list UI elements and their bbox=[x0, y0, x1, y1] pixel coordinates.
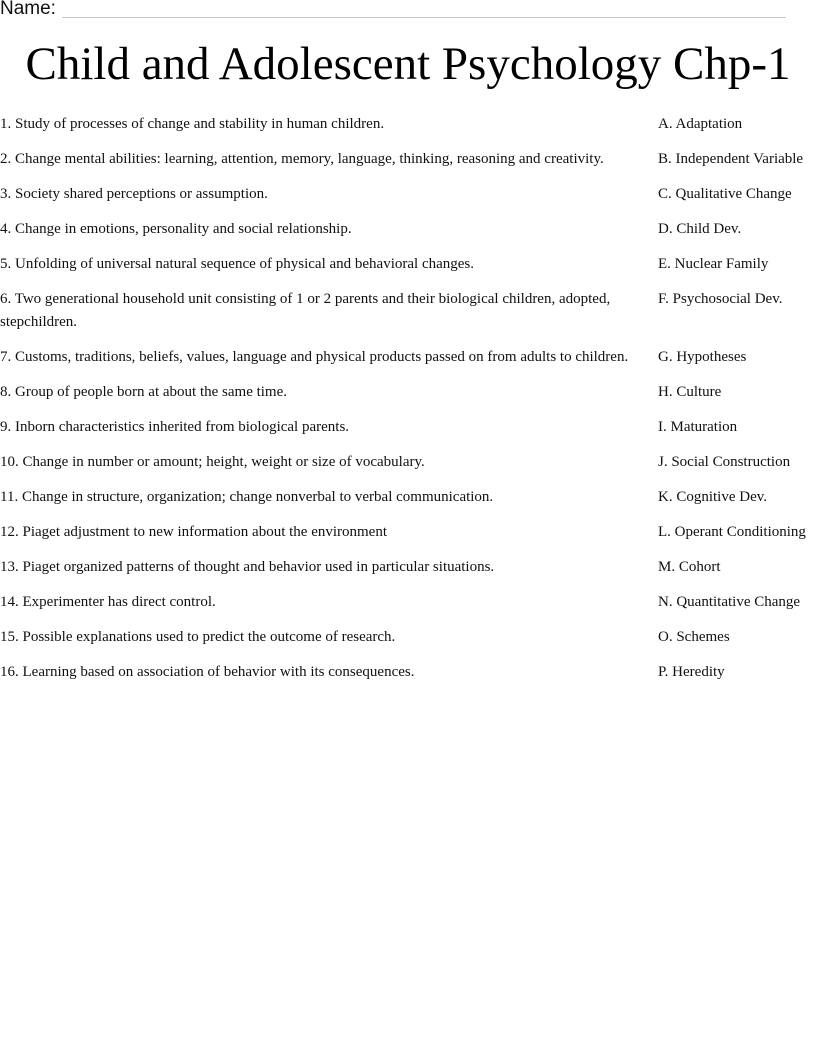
answer-d: D. Child Dev. bbox=[658, 221, 742, 237]
name-label: Name: bbox=[0, 0, 56, 19]
question-12: 12. Piaget adjustment to new information about the environment bbox=[0, 524, 388, 540]
matching-list bbox=[0, 113, 816, 696]
name-blank-line bbox=[62, 17, 786, 18]
question-7: 7. Customs, traditions, beliefs, values, language and physical products passed on from adults to children. bbox=[0, 349, 629, 365]
matching-row-13 bbox=[0, 556, 816, 579]
question-2: 2. Change mental abilities: learning, attention, memory, language, thinking, reasoning and creativity. bbox=[0, 151, 604, 167]
question-8: 8. Group of people born at about the same time. bbox=[0, 384, 288, 400]
question-1: 1. Study of processes of change and stability in human children. bbox=[0, 116, 385, 132]
answer-a: A. Adaptation bbox=[658, 116, 743, 132]
matching-row-15 bbox=[0, 626, 816, 649]
question-6: 6. Two generational household unit consisting of 1 or 2 parents and their biological children, adopted, stepchildren. bbox=[0, 291, 611, 330]
question-13: 13. Piaget organized patterns of thought and behavior used in particular situations. bbox=[0, 559, 495, 575]
answer-o: O. Schemes bbox=[658, 629, 730, 645]
matching-row-14 bbox=[0, 591, 816, 614]
question-15: 15. Possible explanations used to predict the outcome of research. bbox=[0, 629, 396, 645]
matching-row-10 bbox=[0, 451, 816, 474]
answer-j: J. Social Construction bbox=[658, 454, 791, 470]
answer-h: H. Culture bbox=[658, 384, 722, 400]
matching-row-8 bbox=[0, 381, 816, 404]
matching-row-6 bbox=[0, 288, 816, 334]
answer-m: M. Cohort bbox=[658, 559, 721, 575]
matching-row-9 bbox=[0, 416, 816, 439]
answer-k: K. Cognitive Dev. bbox=[658, 489, 768, 505]
answer-g: G. Hypotheses bbox=[658, 349, 747, 365]
matching-row-1 bbox=[0, 113, 816, 136]
matching-row-12 bbox=[0, 521, 816, 544]
answer-l: L. Operant Conditioning bbox=[658, 524, 806, 540]
question-5: 5. Unfolding of universal natural sequence of physical and behavioral changes. bbox=[0, 256, 475, 272]
question-9: 9. Inborn characteristics inherited from biological parents. bbox=[0, 419, 350, 435]
answer-b: B. Independent Variable bbox=[658, 151, 804, 167]
answer-p: P. Heredity bbox=[658, 664, 725, 680]
answer-f: F. Psychosocial Dev. bbox=[658, 291, 783, 307]
matching-row-16 bbox=[0, 661, 816, 684]
question-11: 11. Change in structure, organization; change nonverbal to verbal communication. bbox=[0, 489, 494, 505]
question-16: 16. Learning based on association of behavior with its consequences. bbox=[0, 664, 415, 680]
worksheet-title: Child and Adolescent Psychology Chp-1 bbox=[25, 38, 791, 90]
question-4: 4. Change in emotions, personality and social relationship. bbox=[0, 221, 352, 237]
matching-row-11 bbox=[0, 486, 816, 509]
answer-e: E. Nuclear Family bbox=[658, 256, 769, 272]
question-10: 10. Change in number or amount; height, weight or size of vocabulary. bbox=[0, 454, 425, 470]
matching-row-7 bbox=[0, 346, 816, 369]
answer-n: N. Quantitative Change bbox=[658, 594, 801, 610]
matching-row-5 bbox=[0, 253, 816, 276]
answer-i: I. Maturation bbox=[658, 419, 738, 435]
name-field-row bbox=[0, 0, 790, 20]
question-14: 14. Experimenter has direct control. bbox=[0, 594, 216, 610]
question-3: 3. Society shared perceptions or assumption. bbox=[0, 186, 268, 202]
matching-row-3 bbox=[0, 183, 816, 206]
matching-row-4 bbox=[0, 218, 816, 241]
matching-row-2 bbox=[0, 148, 816, 171]
answer-c: C. Qualitative Change bbox=[658, 186, 792, 202]
